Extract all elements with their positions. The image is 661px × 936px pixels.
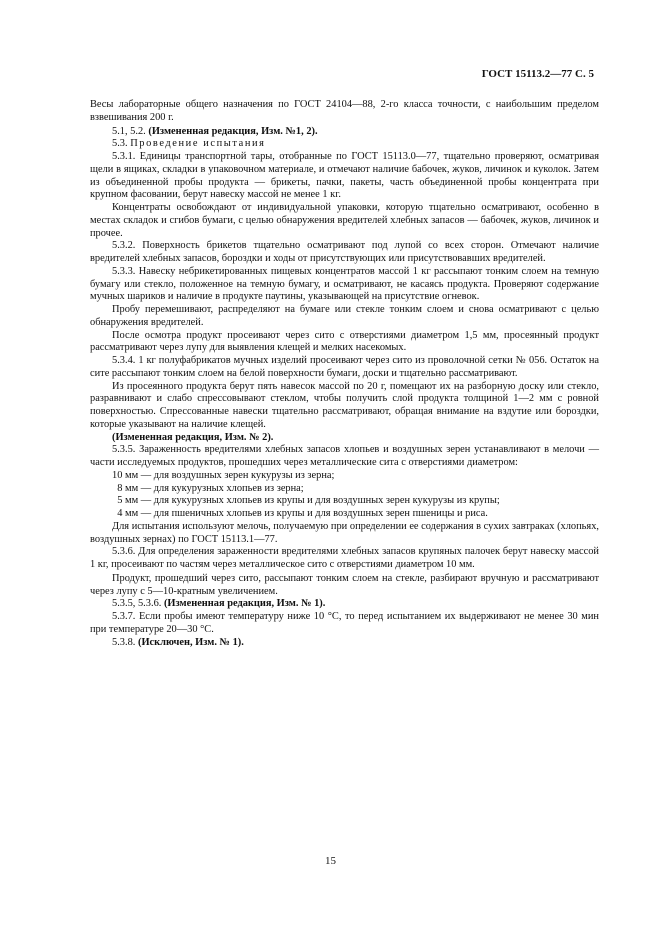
amendment-note: (Измененная редакция, Изм. № 2). bbox=[112, 431, 274, 443]
paragraph: 5.3.4. 1 кг полуфабрикатов мучных изделий просеивают через сито из проволочной сетки № 056. Остаток на сите рассыпают тонким слоем на белой поверхности бумаги, доски и тщательно рассматривают. bbox=[90, 355, 599, 379]
paragraph: Для испытания используют мелочь, получаемую при определении ее содержания в сухих завтраках (хлопьях, воздушных зернах) по ГОСТ 15113.1—77. bbox=[90, 520, 599, 545]
paragraph: 5.1, 5.2. (Измененная редакция, Изм. №1, 2). bbox=[112, 125, 318, 137]
document-body bbox=[90, 99, 599, 649]
list-item: 8 мм — для кукурузных хлопьев из зерна; bbox=[112, 482, 304, 494]
section-heading: 5.3. Проведение испытания bbox=[112, 138, 266, 150]
list-item: 5 мм — для кукурузных хлопьев из крупы и для воздушных зерен кукурузы из крупы; bbox=[112, 495, 500, 507]
paragraph: Весы лабораторные общего назначения по ГОСТ 24104—88, 2-го класса точности, с наибольшим пределом взвешивания 200 г. bbox=[90, 99, 599, 123]
paragraph: После осмотра продукт просеивают через сито с отверстиями диаметром 1,5 мм, просеянный продукт рассматривают через лупу для выявления клещей и мелких насекомых. bbox=[90, 329, 599, 354]
amendment-note: (Измененная редакция, Изм. №1, 2). bbox=[148, 125, 318, 137]
amendment-paragraph bbox=[90, 432, 599, 445]
paragraph: 5.3.3. Навеску небрикетированных пищевых концентратов массой 1 кг рассыпают тонким слоем на темную бумагу или стекло, положенное на темную бумагу, и осматривают, не касаясь продукта. Проверяют содержание мучных шариков и наличие в продукте паутины, указывающей на присутствие огневок. bbox=[90, 265, 599, 303]
paragraph: 5.3.5. Зараженность вредителями хлебных запасов хлопьев и воздушных зерен устанавливают в мелочи — части исследуемых продуктов, прошедших через металлические сита с отверстиями диаметром: bbox=[90, 444, 599, 468]
amendment-note: (Исключен, Изм. № 1). bbox=[137, 636, 244, 648]
paragraph: Пробу перемешивают, распределяют на бумаге или стекле тонким слоем и снова осматривают с целью обнаружения вредителей. bbox=[90, 304, 599, 328]
paragraph: 5.3.7. Если пробы имеют температуру ниже 10 °С, то перед испытанием их выдерживают не менее 30 мин при температуре 20—30 °С. bbox=[90, 611, 599, 635]
list-item: 4 мм — для пшеничных хлопьев из крупы и для воздушных зерен пшеницы и риса. bbox=[112, 508, 488, 519]
paragraph: Из просеянного продукта берут пять навесок массой по 20 г, помещают их на разборную доску или стекло, разравнивают и слабо спрессовывают стеклом, чтобы получить слой продукта толщиной 1—2 мм с ровной поверхностью. Спрессованные навески тщательно рассматривают, обращая внимание на вздутие или бороздки, которые указывают на наличие клещей. bbox=[90, 380, 599, 430]
paragraph: 5.3.6. Для определения зараженности вредителями хлебных запасов крупяных палочек берут навеску массой 1 кг, просеивают по частям через металлическое сито с отверстиями диаметром 10 мм. bbox=[90, 546, 599, 570]
page-header: ГОСТ 15113.2—77 С. 5 bbox=[481, 68, 594, 80]
paragraph: Концентраты освобождают от индивидуальной упаковки, которую тщательно осматривают, особенно в местах складок и сгибов бумаги, с целью обнаружения вредителей хлебных запасов — бабочек, жуков, личинок и прочее. bbox=[90, 202, 599, 239]
paragraph: 5.3.8. (Исключен, Изм. № 1). bbox=[112, 636, 244, 648]
amendment-paragraph: 5.3.5, 5.3.6. (Измененная редакция, Изм. № 1). bbox=[112, 598, 326, 610]
paragraph: 5.3.1. Единицы транспортной тары, отобранные по ГОСТ 15113.0—77, тщательно проверяют, осматривая щели в ящиках, складки в упаковочном материале, и отмечают наличие бабочек, жуков, личинок и куколок. Затем из объединенной пробы продукта — брикеты, пачки, пакеты, часть объединенной пробы концентрата при крупном фасовании, берут навеску массой не менее 1 кг. bbox=[90, 151, 599, 201]
amendment-note: (Измененная редакция, Изм. № 1). bbox=[163, 598, 326, 610]
paragraph: Продукт, прошедший через сито, рассыпают тонким слоем на стекле, разбирают вручную и рассматривают через лупу с 5—10-кратным увеличением. bbox=[90, 572, 599, 597]
page-number: 15 bbox=[325, 855, 336, 867]
list-item: 10 мм — для воздушных зерен кукурузы из зерна; bbox=[112, 469, 335, 481]
paragraph: 5.3.2. Поверхность брикетов тщательно осматривают под лупой со всех сторон. Отмечают наличие вредителей хлебных запасов, бороздки и ходы от присутствующих или присутствовавших вредителей. bbox=[90, 240, 599, 264]
